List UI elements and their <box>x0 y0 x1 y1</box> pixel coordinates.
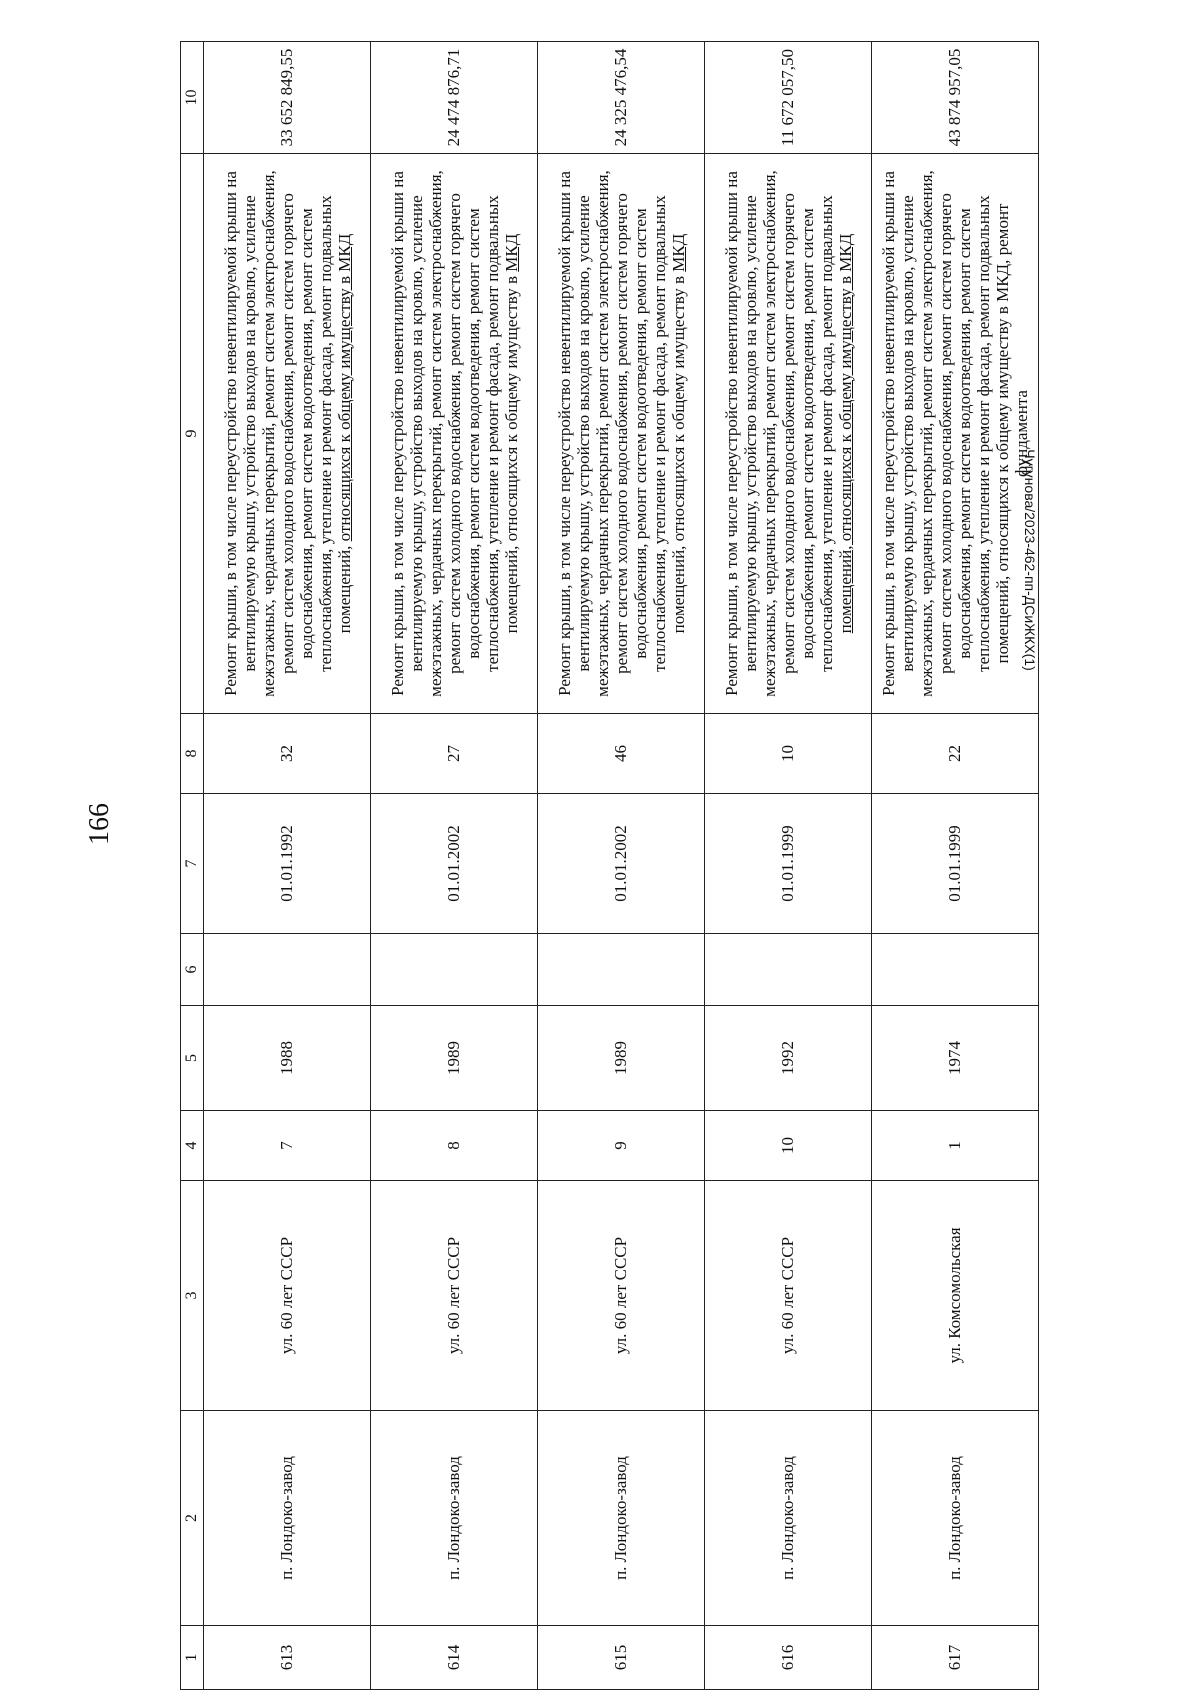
column-number-header: 4 <box>181 1111 204 1181</box>
year-built-cell: 1988 <box>204 1006 371 1111</box>
table-row <box>872 42 1039 1690</box>
empty-cell <box>872 934 1039 1006</box>
column-number-header: 7 <box>181 794 204 934</box>
year-built-cell: 1989 <box>371 1006 538 1111</box>
house-number-cell: 9 <box>538 1111 705 1181</box>
table-row <box>705 42 872 1690</box>
cost-cell: 33 652 849,55 <box>204 42 371 154</box>
house-number-cell: 10 <box>705 1111 872 1181</box>
settlement-cell: п. Лондоко-завод <box>872 1411 1039 1626</box>
cost-cell: 43 874 957,05 <box>872 42 1039 154</box>
street-cell: ул. Комсомольская <box>872 1181 1039 1411</box>
year-built-cell: 1989 <box>538 1006 705 1111</box>
column-number-header: 5 <box>181 1006 204 1111</box>
work-description-underlined: относящихся к общему имуществу в МКД <box>334 233 354 542</box>
house-number-cell: 1 <box>872 1111 1039 1181</box>
street-cell: ул. 60 лет СССР <box>705 1181 872 1411</box>
table-row <box>204 42 371 1690</box>
settlement-cell: п. Лондоко-завод <box>371 1411 538 1626</box>
column-number-header: 10 <box>181 42 204 154</box>
work-description-underlined: помещений, относящихся к общему имуществу в МКД <box>835 233 855 634</box>
work-description-cell <box>204 154 371 714</box>
quantity-cell: 32 <box>204 714 371 794</box>
work-description-cell <box>371 154 538 714</box>
work-description-text: Ремонт крыши, в том числе переустройство невентилируемой крыши на вентилируемую крышу, устройство выходов на кровлю, усиление межэтажных, чердачных перекрытий, ремонт систем электроснабжения, ремонт систем холодного водоснабжения, ремонт систем горячего водоснабжения, ремонт систем водоотведения, ремонт систем теплоснабжения, утепление и ремонт фасада, ремонт подвальных <box>721 170 836 697</box>
street-cell: ул. 60 лет СССР <box>538 1181 705 1411</box>
year-built-cell: 1992 <box>705 1006 872 1111</box>
house-number-cell: 8 <box>371 1111 538 1181</box>
year-built-cell: 1974 <box>872 1006 1039 1111</box>
work-description-underlined: МКД <box>501 233 521 272</box>
settlement-cell: п. Лондоко-завод <box>204 1411 371 1626</box>
column-number-header: 6 <box>181 934 204 1006</box>
quantity-cell: 10 <box>705 714 872 794</box>
quantity-cell: 27 <box>371 714 538 794</box>
empty-cell <box>371 934 538 1006</box>
street-cell: ул. 60 лет СССР <box>204 1181 371 1411</box>
table-container <box>180 42 1037 1690</box>
row-number-cell: 614 <box>371 1626 538 1690</box>
row-number-cell: 616 <box>705 1626 872 1690</box>
work-description-text: Ремонт крыши, в том числе переустройство невентилируемой крыши на вентилируемую крышу, устройство выходов на кровлю, усиление межэтажных, чердачных перекрытий, ремонт систем электроснабжения, ремонт систем холодного водоснабжения, ремонт систем горячего водоснабжения, ремонт систем водоотведения, ремонт систем теплоснабжения, утепление и ремонт фасада, ремонт подвальных помещений, относящихся к общему имуществу в <box>554 170 688 697</box>
work-description-text: Ремонт крыши, в том числе переустройство невентилируемой крыши на вентилируемую крышу, устройство выходов на кровлю, усиление межэтажных, чердачных перекрытий, ремонт систем электроснабжения, ремонт систем холодного водоснабжения, ремонт систем горячего водоснабжения, ремонт систем водоотведения, ремонт систем теплоснабжения, утепление и ремонт фасада, ремонт подвальных помещений, относящихся к общему имуществу в МКД, ремонт фундамента <box>879 170 1031 697</box>
date-cell: 01.01.1999 <box>705 794 872 934</box>
column-number-header-row <box>181 42 204 1690</box>
date-cell: 01.01.1999 <box>872 794 1039 934</box>
settlement-cell: п. Лондоко-завод <box>538 1411 705 1626</box>
quantity-cell: 46 <box>538 714 705 794</box>
repair-program-table <box>180 41 1039 1690</box>
empty-cell <box>538 934 705 1006</box>
row-number-cell: 617 <box>872 1626 1039 1690</box>
row-number-cell: 613 <box>204 1626 371 1690</box>
column-number-header: 1 <box>181 1626 204 1690</box>
cost-cell: 24 325 476,54 <box>538 42 705 154</box>
column-number-header: 2 <box>181 1411 204 1626</box>
cost-cell: 11 672 057,50 <box>705 42 872 154</box>
settlement-cell: п. Лондоко-завод <box>705 1411 872 1626</box>
column-number-header: 8 <box>181 714 204 794</box>
row-number-cell: 615 <box>538 1626 705 1690</box>
work-description-text: Ремонт крыши, в том числе переустройство невентилируемой крыши на вентилируемую крышу, устройство выходов на кровлю, усиление межэтажных, чердачных перекрытий, ремонт систем электроснабжения, ремонт систем холодного водоснабжения, ремонт систем горячего водоснабжения, ремонт систем водоотведения, ремонт систем теплоснабжения, утепление и ремонт фасада, ремонт подвальных помещений, <box>220 170 354 697</box>
empty-cell <box>705 934 872 1006</box>
work-description-text: Ремонт крыши, в том числе переустройство невентилируемой крыши на вентилируемую крышу, устройство выходов на кровлю, усиление межэтажных, чердачных перекрытий, ремонт систем электроснабжения, ремонт систем холодного водоснабжения, ремонт систем горячего водоснабжения, ремонт систем водоотведения, ремонт систем теплоснабжения, утепление и ремонт фасада, ремонт подвальных помещений, относящихся к общему имуществу в <box>387 170 521 697</box>
work-description-cell <box>705 154 872 714</box>
column-number-header: 9 <box>181 154 204 714</box>
work-description-cell <box>538 154 705 714</box>
street-cell: ул. 60 лет СССР <box>371 1181 538 1411</box>
date-cell: 01.01.1992 <box>204 794 371 934</box>
date-cell: 01.01.2002 <box>538 794 705 934</box>
table-row <box>538 42 705 1690</box>
column-number-header: 3 <box>181 1181 204 1411</box>
page-number: 166 <box>84 803 115 845</box>
table-row <box>371 42 538 1690</box>
date-cell: 01.01.2002 <box>371 794 538 934</box>
work-description-cell <box>872 154 1039 714</box>
house-number-cell: 7 <box>204 1111 371 1181</box>
cost-cell: 24 474 876,71 <box>371 42 538 154</box>
work-description-underlined: МКД <box>668 233 688 272</box>
quantity-cell: 22 <box>872 714 1039 794</box>
empty-cell <box>204 934 371 1006</box>
document-code: Чугунова/2023-462-пп-ДСиЖКХ(1) <box>1022 449 1038 671</box>
